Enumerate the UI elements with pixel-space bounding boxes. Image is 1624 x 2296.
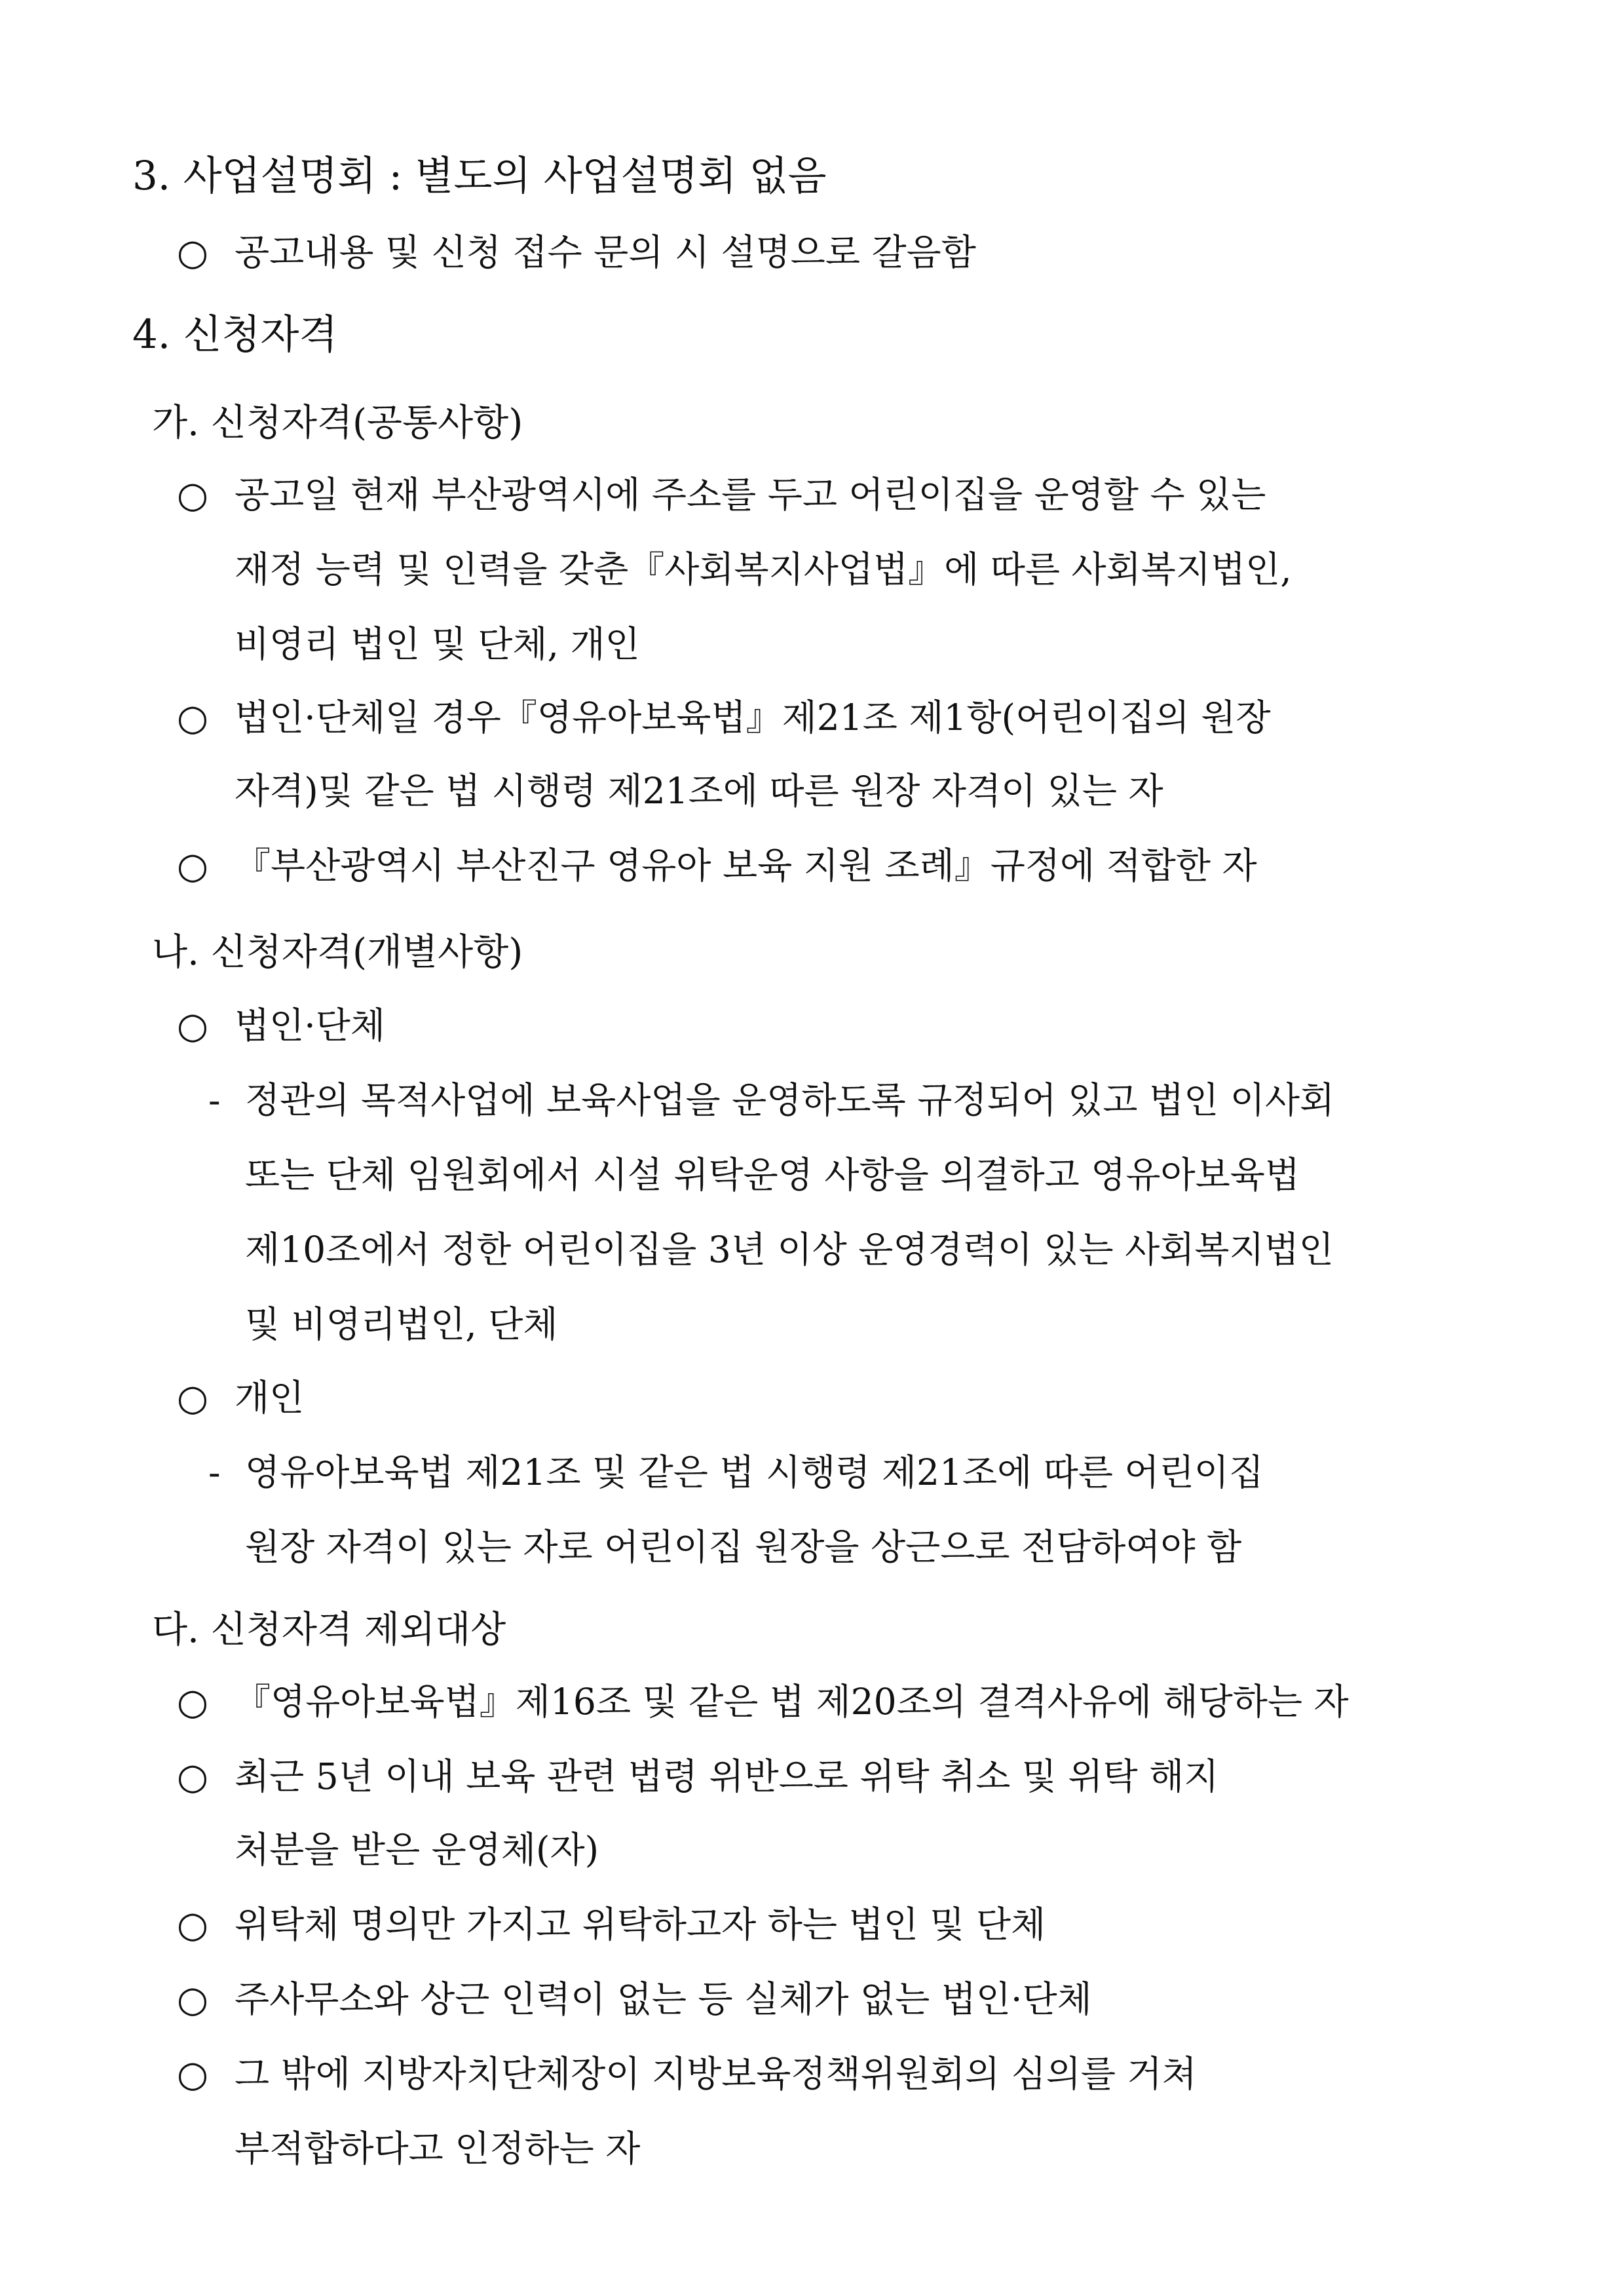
na-item-2-dash-line-2: 원장 자격이 있는 자로 어린이집 원장을 상근으로 전담하여야 함 — [245, 1526, 1242, 1568]
ga-item-3: ○ 『부산광역시 부산진구 영유아 보육 지원 조례』규정에 적합한 자 — [177, 845, 1257, 887]
ga-item-2-line-2: 자격)및 같은 법 시행령 제21조에 따른 원장 자격이 있는 자 — [235, 770, 1163, 812]
section-4-title: 4. 신청자격 — [132, 311, 338, 358]
bullet-icon: ○ — [177, 231, 208, 273]
ga-item-1-line-2: 재정 능력 및 인력을 갖춘『사회복지사업법』에 따른 사회복지법인, — [235, 548, 1292, 590]
da-item-4: ○ 주사무소와 상근 인력이 없는 등 실체가 없는 법인·단체 — [177, 1978, 1092, 2020]
dash-icon: - — [208, 1451, 221, 1493]
dash-icon: - — [208, 1079, 221, 1121]
ga-item-2-line-1: ○ 법인·단체일 경우『영유아보육법』제21조 제1항(어린이집의 원장 — [177, 697, 1271, 738]
na-item-1-dash-line-1: - 정관의 목적사업에 보육사업을 운영하도록 규정되어 있고 법인 이사회 — [208, 1079, 1335, 1121]
subsection-ga-title: 가. 신청자격(공통사항) — [152, 402, 523, 444]
ga-item-1-line-3: 비영리 법인 및 단체, 개인 — [235, 623, 640, 665]
na-item-2-dash-line-1: - 영유아보육법 제21조 및 같은 법 시행령 제21조에 따른 어린이집 — [208, 1451, 1264, 1493]
da-item-2-line-2: 처분을 받은 운영체(자) — [235, 1829, 599, 1871]
na-item-1-dash-line-3: 제10조에서 정한 어린이집을 3년 이상 운영경력이 있는 사회복지법인 — [245, 1229, 1334, 1271]
bullet-icon: ○ — [177, 1755, 208, 1797]
da-item-5-line-2: 부적합하다고 인정하는 자 — [235, 2128, 641, 2170]
subsection-da-title: 다. 신청자격 제외대상 — [152, 1609, 506, 1651]
bullet-icon: ○ — [177, 845, 208, 887]
subsection-na-title: 나. 신청자격(개별사항) — [152, 931, 523, 974]
bullet-icon: ○ — [177, 1004, 208, 1046]
bullet-icon: ○ — [177, 2053, 208, 2095]
na-item-1-dash-line-2: 또는 단체 임원회에서 시설 위탁운영 사항을 의결하고 영유아보육법 — [245, 1154, 1300, 1196]
section-3-item: ○ 공고내용 및 신청 접수 문의 시 설명으로 갈음함 — [177, 231, 976, 273]
da-item-3: ○ 위탁체 명의만 가지고 위탁하고자 하는 법인 및 단체 — [177, 1904, 1046, 1945]
da-item-1: ○ 『영유아보육법』제16조 및 같은 법 제20조의 결격사유에 해당하는 자 — [177, 1681, 1349, 1723]
bullet-icon: ○ — [177, 474, 208, 516]
ga-item-1-line-1: ○ 공고일 현재 부산광역시에 주소를 두고 어린이집을 운영할 수 있는 — [177, 474, 1266, 516]
bullet-icon: ○ — [177, 1681, 208, 1723]
na-item-1-dash-line-4: 및 비영리법인, 단체 — [245, 1303, 558, 1345]
da-item-2-line-1: ○ 최근 5년 이내 보육 관련 법령 위반으로 위탁 취소 및 위탁 해지 — [177, 1755, 1219, 1797]
section-3-title: 3. 사업설명회 : 별도의 사업설명회 없음 — [132, 153, 827, 199]
bullet-icon: ○ — [177, 1377, 208, 1419]
na-item-1: ○ 법인·단체 — [177, 1004, 386, 1046]
bullet-icon: ○ — [177, 1978, 208, 2020]
bullet-icon: ○ — [177, 697, 208, 738]
bullet-icon: ○ — [177, 1904, 208, 1945]
da-item-5-line-1: ○ 그 밖에 지방자치단체장이 지방보육정책위원회의 심의를 거쳐 — [177, 2053, 1197, 2095]
na-item-2: ○ 개인 — [177, 1377, 305, 1419]
